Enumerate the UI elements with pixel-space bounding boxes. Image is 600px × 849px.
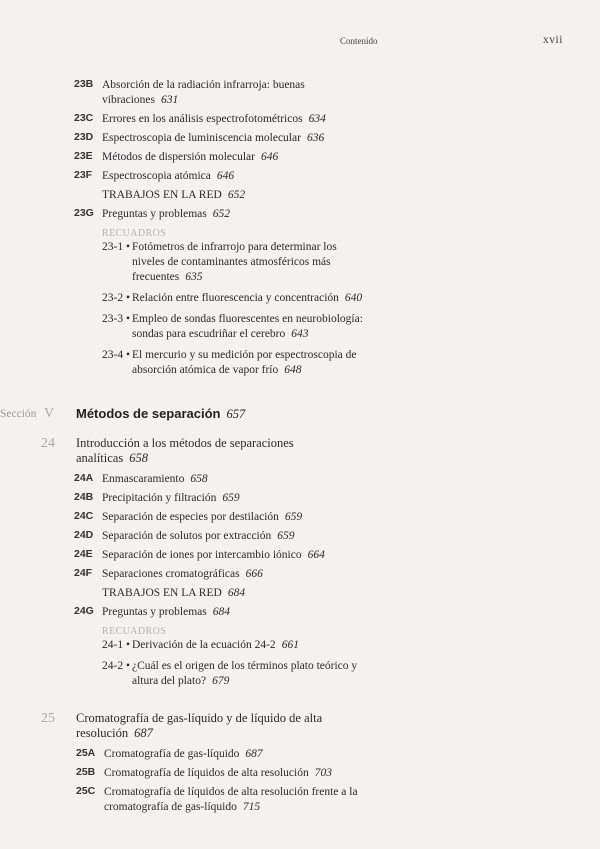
- chapter-title: Cromatografía de gas-líquido y de líquido de alta resolución: [76, 711, 323, 740]
- entry-code: 23G: [74, 207, 94, 219]
- section-page: 657: [226, 407, 246, 421]
- toc-entry-23f[interactable]: [0, 169, 600, 184]
- box-item-23-4[interactable]: [0, 348, 600, 378]
- toc-entry-25b[interactable]: [0, 766, 600, 781]
- web-work-page: 684: [227, 587, 246, 599]
- toc-entry-23d[interactable]: [0, 131, 600, 146]
- chapter-number: 25: [41, 711, 55, 726]
- chapter-heading-24[interactable]: [0, 436, 600, 466]
- toc-entry-24g[interactable]: [0, 605, 600, 620]
- entry-code: 24E: [74, 548, 93, 560]
- entry-code: 25C: [76, 785, 96, 797]
- entry-page: 631: [161, 94, 179, 106]
- box-text: El mercurio y su medición por espectroscopia de absorción atómica de vapor frío: [132, 349, 357, 376]
- box-text: Empleo de sondas fluorescentes en neurobiología: sondas para escudriñar el cerebro: [132, 313, 363, 340]
- web-work-page: 652: [227, 189, 246, 201]
- entry-page: 634: [308, 113, 326, 125]
- web-work-text: TRABAJOS EN LA RED: [102, 189, 222, 201]
- section-label: Sección: [0, 408, 37, 420]
- box-number: 23-1 •: [102, 241, 130, 253]
- boxes-heading: RECUADROS: [102, 626, 167, 637]
- entry-code: 23B: [74, 78, 94, 90]
- entry-code: 24F: [74, 567, 93, 579]
- entry-page: 659: [277, 530, 295, 542]
- toc-entry-24d[interactable]: [0, 529, 600, 544]
- entry-text: Separación de especies por destilación: [102, 511, 279, 523]
- entry-text: Cromatografía de gas-líquido: [104, 748, 240, 760]
- web-work-text: TRABAJOS EN LA RED: [102, 587, 222, 599]
- toc-web-work-24[interactable]: [102, 586, 600, 601]
- entry-code: 24D: [74, 529, 94, 541]
- entry-text: Enmascaramiento: [102, 473, 185, 485]
- section-number: V: [44, 406, 55, 421]
- box-page: 648: [284, 364, 302, 376]
- entry-text: Cromatografía de líquidos de alta resolución frente a la cromatografía de gas-líquido: [104, 786, 358, 813]
- box-text: Derivación de la ecuación 24-2: [132, 639, 276, 651]
- entry-page: 646: [260, 151, 279, 163]
- box-number: 23-4 •: [102, 349, 130, 361]
- chapter-title: Introducción a los métodos de separaciones analíticas: [76, 436, 294, 465]
- box-page: 643: [291, 328, 309, 340]
- entry-text: Espectroscopia atómica: [102, 170, 211, 182]
- entry-page: 666: [245, 568, 263, 580]
- section-heading-v[interactable]: [0, 406, 600, 426]
- boxes-heading: RECUADROS: [102, 228, 167, 239]
- entry-page: 715: [242, 801, 261, 813]
- entry-page: 687: [245, 748, 263, 760]
- toc-web-work-23[interactable]: [102, 188, 600, 203]
- box-page: 635: [185, 271, 203, 283]
- box-number: 23-2 •: [102, 292, 130, 304]
- chapter-number: 24: [41, 436, 55, 451]
- toc-entry-24e[interactable]: [0, 548, 600, 563]
- entry-page: 636: [306, 132, 325, 144]
- entry-text: Métodos de dispersión molecular: [102, 151, 255, 163]
- entry-code: 23F: [74, 169, 93, 181]
- entry-code: 24B: [74, 491, 94, 503]
- entry-text: Absorción de la radiación infrarroja: buenas vibraciones: [102, 79, 305, 106]
- toc-entry-23e[interactable]: [0, 150, 600, 165]
- box-page: 661: [281, 639, 299, 651]
- entry-page: 659: [284, 511, 303, 523]
- toc-entry-23g[interactable]: [0, 207, 600, 222]
- entry-code: 25B: [76, 766, 96, 778]
- entry-code: 23C: [74, 112, 94, 124]
- table-of-contents: [0, 78, 600, 819]
- entry-code: 23E: [74, 150, 93, 162]
- box-item-23-2[interactable]: [0, 291, 600, 306]
- entry-page: 659: [222, 492, 240, 504]
- entry-page: 684: [212, 606, 231, 618]
- entry-text: Separación de solutos por extracción: [102, 530, 272, 542]
- chapter-page: 687: [134, 726, 153, 740]
- box-item-24-2[interactable]: [0, 659, 600, 689]
- toc-entry-24c[interactable]: [0, 510, 600, 525]
- toc-entry-25c[interactable]: [0, 785, 600, 815]
- entry-page: 646: [216, 170, 235, 182]
- box-page: 640: [344, 292, 363, 304]
- box-text: Fotómetros de infrarrojo para determinar los niveles de contaminantes atmosféricos más frecuentes: [132, 241, 337, 283]
- box-text: ¿Cuál es el origen de los términos plato teórico y altura del plato?: [132, 660, 358, 687]
- entry-text: Cromatografía de líquidos de alta resolución: [104, 767, 309, 779]
- box-number: 24-1 •: [102, 639, 130, 651]
- entry-code: 25A: [76, 747, 96, 759]
- entry-text: Espectroscopia de luminiscencia molecular: [102, 132, 301, 144]
- entry-code: 24A: [74, 472, 94, 484]
- running-header-page-number: xvii: [543, 34, 563, 46]
- entry-text: Errores en los análisis espectrofotométricos: [102, 113, 303, 125]
- box-item-23-1[interactable]: [0, 240, 600, 285]
- entry-code: 24G: [74, 605, 94, 617]
- toc-entry-23b[interactable]: [0, 78, 600, 108]
- toc-entry-25a[interactable]: [0, 747, 600, 762]
- entry-text: Precipitación y filtración: [102, 492, 217, 504]
- entry-text: Preguntas y problemas: [102, 606, 207, 618]
- running-header-title: Contenido: [340, 36, 378, 46]
- entry-page: 664: [307, 549, 325, 561]
- box-item-24-1[interactable]: [0, 638, 600, 653]
- entry-text: Separaciones cromatográficas: [102, 568, 240, 580]
- section-title: Métodos de separación: [76, 406, 221, 421]
- entry-code: 23D: [74, 131, 94, 143]
- box-text: Relación entre fluorescencia y concentración: [132, 292, 339, 304]
- box-number: 24-2 •: [102, 660, 130, 672]
- toc-entry-24a[interactable]: [0, 472, 600, 487]
- chapter-heading-25[interactable]: [0, 711, 600, 741]
- entry-page: 652: [212, 208, 231, 220]
- entry-text: Separación de iones por intercambio iónico: [102, 549, 302, 561]
- toc-entry-24b[interactable]: [0, 491, 600, 506]
- entry-text: Preguntas y problemas: [102, 208, 207, 220]
- chapter-page: 658: [129, 451, 148, 465]
- box-item-23-3[interactable]: [0, 312, 600, 342]
- toc-entry-24f[interactable]: [0, 567, 600, 582]
- toc-entry-23c[interactable]: [0, 112, 600, 127]
- box-page: 679: [212, 675, 230, 687]
- entry-page: 658: [190, 473, 208, 485]
- entry-code: 24C: [74, 510, 94, 522]
- box-number: 23-3 •: [102, 313, 130, 325]
- entry-page: 703: [314, 767, 332, 779]
